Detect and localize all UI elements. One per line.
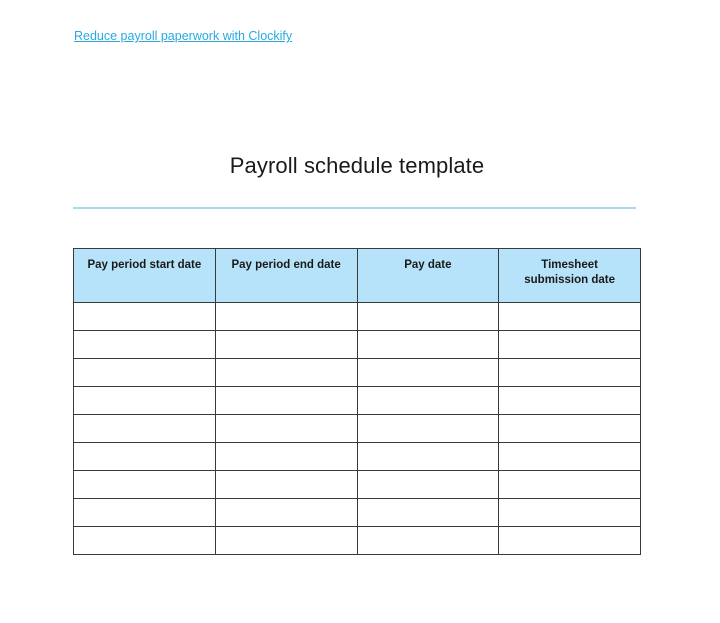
- table-cell[interactable]: [74, 527, 216, 555]
- table-cell[interactable]: [215, 443, 357, 471]
- title-divider: [73, 207, 636, 209]
- table-cell[interactable]: [215, 303, 357, 331]
- table-row: [74, 303, 641, 331]
- table-cell[interactable]: [357, 499, 499, 527]
- table-cell[interactable]: [215, 527, 357, 555]
- table-cell[interactable]: [74, 303, 216, 331]
- table-cell[interactable]: [499, 331, 641, 359]
- table-cell[interactable]: [499, 471, 641, 499]
- table-cell[interactable]: [74, 359, 216, 387]
- table-cell[interactable]: [74, 387, 216, 415]
- table-cell[interactable]: [357, 527, 499, 555]
- table-cell[interactable]: [74, 443, 216, 471]
- table-cell[interactable]: [357, 387, 499, 415]
- table-cell[interactable]: [74, 415, 216, 443]
- page-title: Payroll schedule template: [229, 153, 485, 178]
- table-row: [74, 443, 641, 471]
- table-cell[interactable]: [215, 471, 357, 499]
- table-cell[interactable]: [74, 471, 216, 499]
- table-row: [74, 359, 641, 387]
- table-cell[interactable]: [499, 303, 641, 331]
- table-row: [74, 387, 641, 415]
- table-row: [74, 331, 641, 359]
- table-cell[interactable]: [215, 499, 357, 527]
- table-row: [74, 527, 641, 555]
- table-row: [74, 499, 641, 527]
- column-header-pay-date: Pay date: [357, 249, 499, 303]
- table-cell[interactable]: [499, 527, 641, 555]
- table-cell[interactable]: [357, 415, 499, 443]
- table-cell[interactable]: [215, 387, 357, 415]
- table-cell[interactable]: [215, 331, 357, 359]
- table-cell[interactable]: [357, 443, 499, 471]
- table-cell[interactable]: [499, 415, 641, 443]
- column-header-start-date: Pay period start date: [74, 249, 216, 303]
- column-header-end-date: Pay period end date: [215, 249, 357, 303]
- payroll-schedule-table: [73, 248, 641, 555]
- table-cell[interactable]: [357, 471, 499, 499]
- clockify-promo-link[interactable]: Reduce payroll paperwork with Clockify: [74, 29, 293, 43]
- table-cell[interactable]: [357, 359, 499, 387]
- table-header-row: [74, 249, 641, 303]
- table-row: [74, 415, 641, 443]
- table-cell[interactable]: [74, 331, 216, 359]
- table-cell[interactable]: [215, 415, 357, 443]
- table-cell[interactable]: [357, 303, 499, 331]
- table-cell[interactable]: [499, 499, 641, 527]
- column-header-timesheet-date: Timesheet submission date: [499, 249, 641, 303]
- table-cell[interactable]: [499, 359, 641, 387]
- table-cell[interactable]: [215, 359, 357, 387]
- table-cell[interactable]: [499, 387, 641, 415]
- table-cell[interactable]: [357, 331, 499, 359]
- table-cell[interactable]: [74, 499, 216, 527]
- table-row: [74, 471, 641, 499]
- table-cell[interactable]: [499, 443, 641, 471]
